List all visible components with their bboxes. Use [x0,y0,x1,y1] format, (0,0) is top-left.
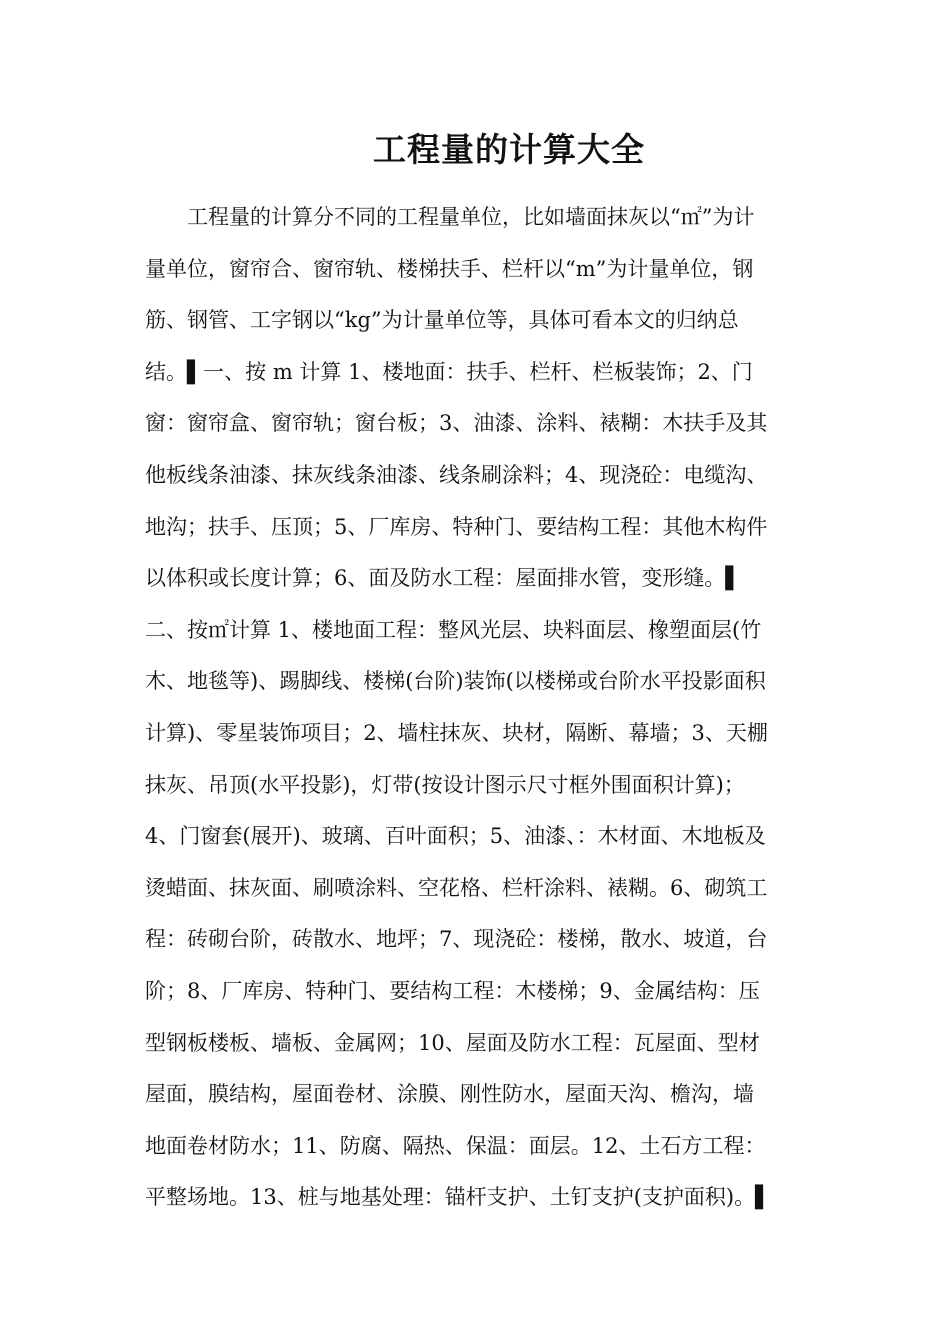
document-title: 工程量的计算大全 [373,130,645,169]
body-line: 屋面，膜结构，屋面卷材、涂膜、刚性防水，屋面天沟、檐沟，墙 [145,1082,754,1107]
body-line: 抹灰、吊顶(水平投影)，灯带(按设计图示尺寸框外围面积计算)； [145,772,745,797]
body-line: 筋、钢管、工字钢以“kg”为计量单位等，具体可看本文的归纳总 [145,308,739,333]
body-line: 阶；8、厂库房、特种门、要结构工程：木楼梯；9、金属结构：压 [145,978,760,1003]
document-body [145,192,815,1224]
body-line: 型钢板楼板、墙板、金属网；10、屋面及防水工程：瓦屋面、型材 [145,1030,760,1055]
body-line: 二、按㎡计算 1、楼地面工程：整风光层、块料面层、橡塑面层(竹 [145,617,762,642]
body-line: 量单位，窗帘合、窗帘轨、楼梯扶手、栏杆以“m”为计量单位，钢 [145,256,754,281]
body-line: 烫蜡面、抹灰面、刷喷涂料、空花格、栏杆涂料、裱糊。6、砌筑工 [145,875,768,900]
body-line: 平整场地。13、桩与地基处理：锚杆支护、土钉支护(支护面积)。▌ [145,1185,772,1210]
body-line: 4、门窗套(展开)、玻璃、百叶面积；5、油漆、：木材面、木地板及 [145,824,766,849]
body-line: 他板线条油漆、抹灰线条油漆、线条刷涂料；4、现浇砼：电缆沟、 [145,462,768,487]
body-line: 木、地毯等)、踢脚线、楼梯(台阶)装饰(以楼梯或台阶水平投影面积 [145,669,766,694]
body-line: 程：砖砌台阶，砖散水、地坪；7、现浇砼：楼梯，散水、坡道，台 [145,927,768,952]
body-line: 窗：窗帘盒、窗帘轨；窗台板；3、油漆、涂料、裱糊：木扶手及其 [145,411,768,436]
body-line: 地沟；扶手、压顶；5、厂库房、特种门、要结构工程：其他木构件 [145,514,768,539]
body-line: 工程量的计算分不同的工程量单位，比如墙面抹灰以“㎡”为计 [145,205,755,229]
body-line: 以体积或长度计算；6、面及防水工程：屋面排水管，变形缝。▌ [145,566,742,591]
body-line: 计算)、零星装饰项目；2、墙柱抹灰、块材，隔断、幕墙；3、天棚 [145,720,768,745]
body-line: 地面卷材防水；11、防腐、隔热、保温：面层。12、土石方工程： [145,1133,766,1158]
body-line: 结。▌一、按 m 计算 1、楼地面：扶手、栏杆、栏板装饰；2、门 [145,359,753,384]
